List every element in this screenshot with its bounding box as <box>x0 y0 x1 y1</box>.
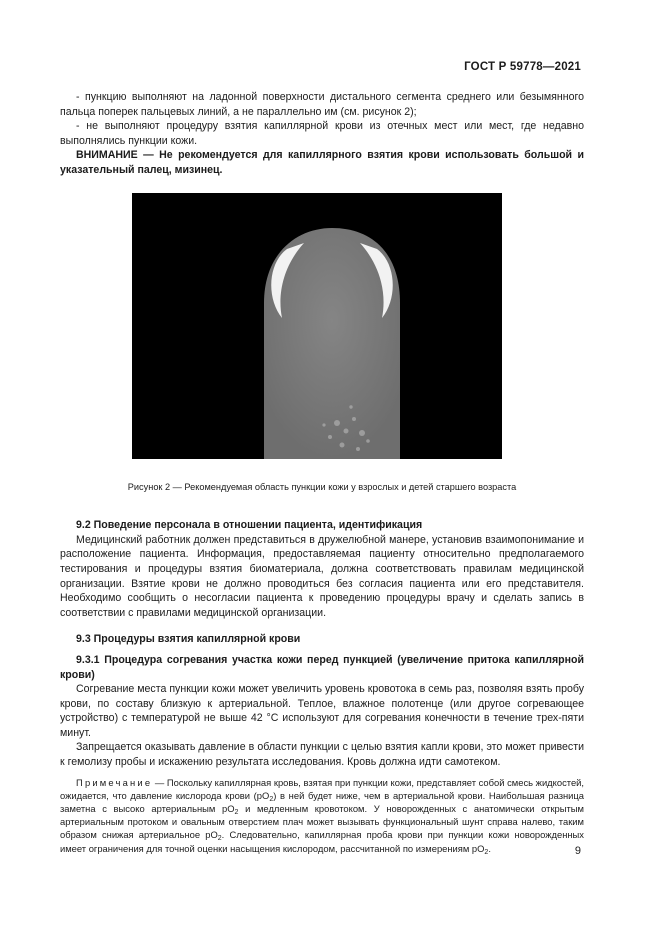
section-9-2-heading: 9.2 Поведение персонала в отношении пациента, идентификация <box>76 519 423 532</box>
warning-text: ВНИМАНИЕ — Не рекомендуется для капиллярного взятия крови использовать большой и указательный палец, мизинец. <box>60 149 584 176</box>
section-9-3-1-para1: Согревание места пункции кожи может увеличить уровень кровотока в семь раз, позволяя взять пробу крови, по составу близкую к артериальной. Теплое, влажное полотенце (или другое согревающее устройство) с температурой не выше 42 °С используют для согревания конечности в течение трех-пяти минут. <box>60 683 584 739</box>
section-9-3-1-heading: 9.3.1 Процедура согревания участка кожи перед пункцией (увеличение притока капиллярной крови) <box>60 653 584 681</box>
figure-caption: Рисунок 2 — Рекомендуемая область пункции кожи у взрослых и детей старшего возраста <box>127 481 517 492</box>
section-9-3-heading: 9.3 Процедуры взятия капиллярной крови <box>76 633 301 646</box>
note-paragraph: Примечание — Поскольку капиллярная кровь, взятая при пункции кожи, представляет собой смесь жидкостей, ожидается, что давление кислорода крови $(pO_2)$ в ней будет ниже, чем в артериальной крови. Наибольшая разница заметна с высоко артериальным $pO_2$ и медленным кровотоком. У новорожденных с анатомически открытым артериальным протоком и овальным отверстием плач может вызывать функциональный шунт справа налево, таким образом снижая артериальное $pO_2$. Следовательно, капиллярная проба крови при пункции кожи новорожденных имеет ограничения для точной оценки насыщения кислородом, рассчитанной по измерениям $pO_2$. <box>60 776 584 856</box>
page-content <box>60 90 584 855</box>
section-9-3-1-para2: Запрещается оказывать давление в области пункции с целью взятия капли крови, это может привести к гемолизу пробы и искажению результата исследования. Кровь должна идти самотеком. <box>60 741 584 769</box>
bullet-puncture-site: - пункцию выполняют на ладонной поверхности дистального сегмента среднего или безымянного пальца поперек пальцевых линий, а не параллельно им (см. рисунок 2); <box>60 91 584 118</box>
section-9-2-text: Медицинский работник должен представиться в дружелюбной манере, установив взаимопонимание и расположение пациента. Информация, предоставляемая пациенту относительно предполагаемого тестирования и процедуры взятия биоматериала, должна соответствовать правилам медицинской организации. Взятие крови не должно проводиться без согласия пациента или его представителя. Необходимо сообщить о несогласии пациента к проведению процедуры врачу и сделать запись в соответствии с правилами медицинской организации. <box>60 533 584 619</box>
note-label: Примечание <box>76 776 153 788</box>
bullet-edema: - не выполняют процедуру взятия капиллярной крови из отечных мест или мест, где недавно выполнялись пункции кожи. <box>60 120 584 147</box>
page-number: 9 <box>574 845 581 857</box>
standard-header: ГОСТ Р 59778—2021 <box>464 61 581 73</box>
finger-photo <box>132 193 502 459</box>
finger-image <box>132 193 502 459</box>
